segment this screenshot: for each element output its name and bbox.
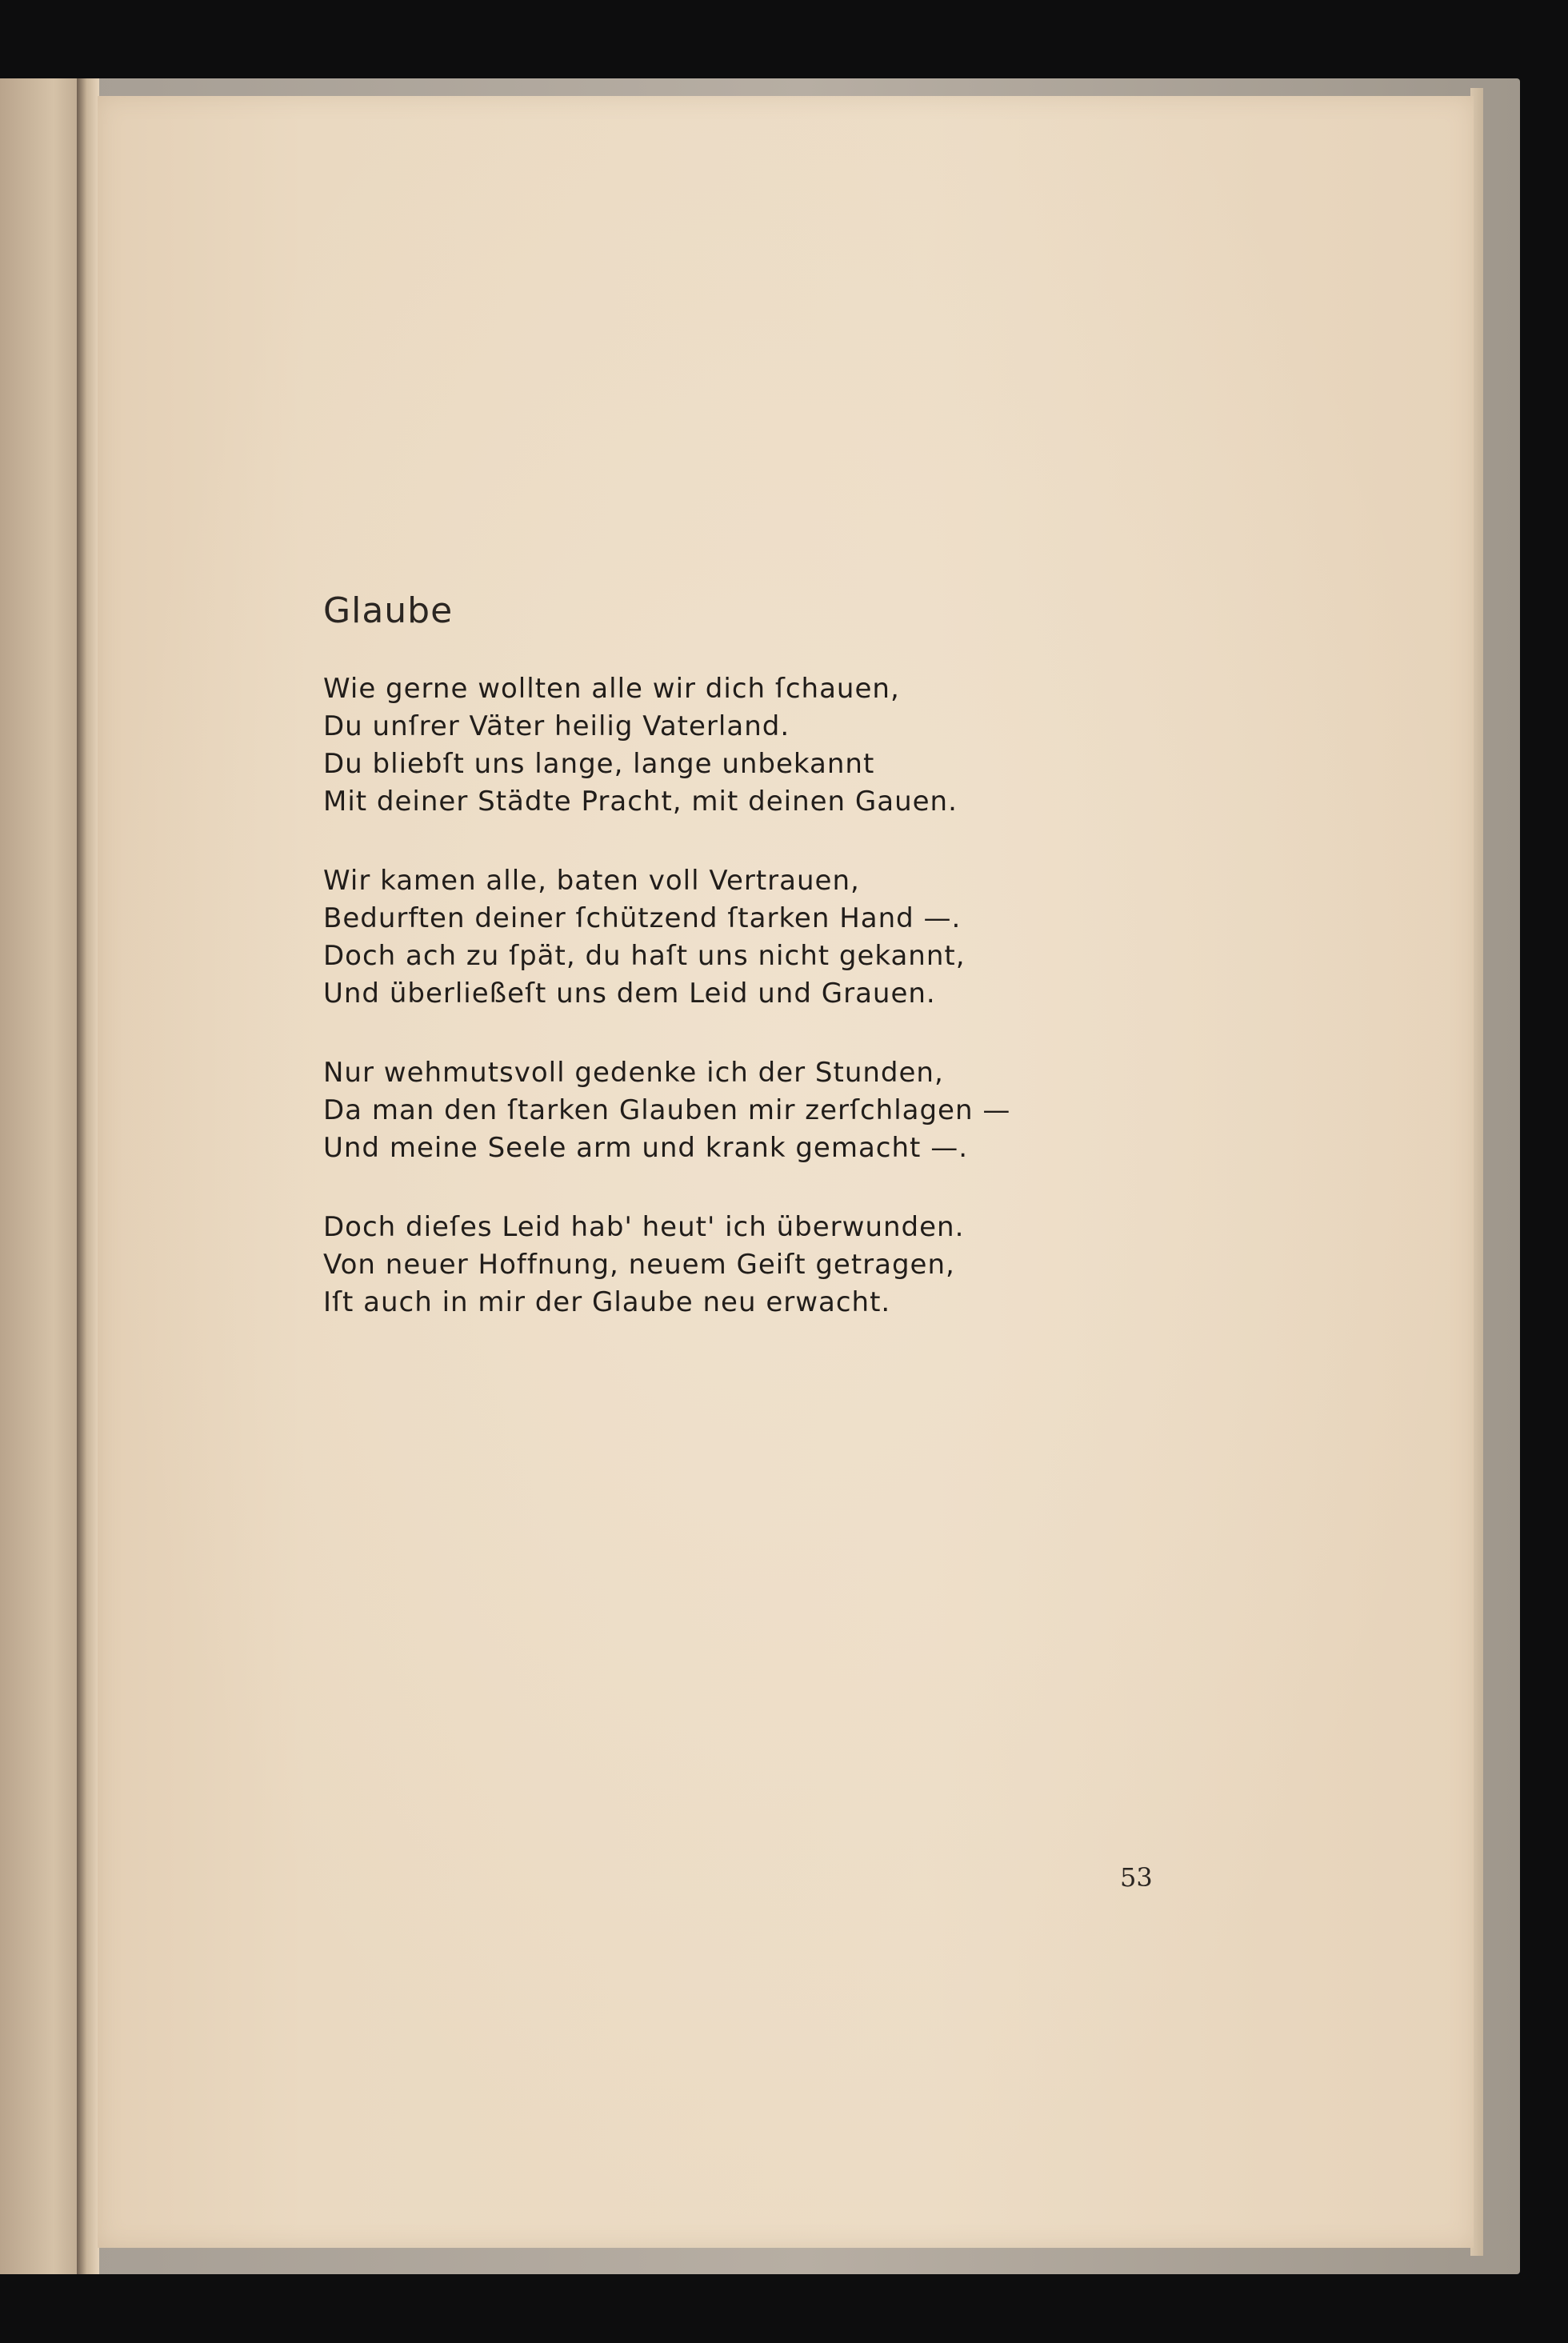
poem-line: Da man den ſtarken Glauben mir zerſchlagen — — [323, 1094, 1011, 1126]
poem-line: Doch ach zu ſpät, du haſt uns nicht gekannt, — [323, 940, 966, 972]
stanza-1 — [323, 670, 1010, 821]
poem-line: Du bliebſt uns lange, lange unbekannt — [323, 748, 875, 780]
poem-body — [323, 670, 1010, 1363]
stanza-2 — [323, 862, 1010, 1013]
poem-line: Wir kamen alle, baten voll Vertrauen, — [323, 865, 860, 897]
poem-line: Wie gerne wollten alle wir dich ſchauen, — [323, 673, 900, 705]
poem-line: Iſt auch in mir der Glaube neu erwacht. — [323, 1286, 891, 1318]
poem-line: Und meine Seele arm und krank gemacht —. — [323, 1132, 968, 1164]
page-number: 53 — [1120, 1862, 1153, 1893]
poem-line: Bedurften deiner ſchützend ſtarken Hand —. — [323, 902, 962, 934]
stanza-4 — [323, 1209, 1010, 1321]
poem-line: Von neuer Hoffnung, neuem Geiſt getragen, — [323, 1249, 955, 1281]
poem-line: Mit deiner Städte Pracht, mit deinen Gauen. — [323, 786, 958, 818]
poem-title: Glaube — [323, 590, 454, 631]
book-gutter — [77, 78, 99, 2274]
poem-line: Nur wehmutsvoll gedenke ich der Stunden, — [323, 1057, 944, 1089]
poem-line: Du unſrer Väter heilig Vaterland. — [323, 710, 790, 742]
poem-line: Doch dieſes Leid hab' heut' ich überwunden. — [323, 1211, 965, 1243]
stanza-3 — [323, 1054, 1010, 1167]
poem-line: Und überließeſt uns dem Leid und Grauen. — [323, 978, 936, 1010]
